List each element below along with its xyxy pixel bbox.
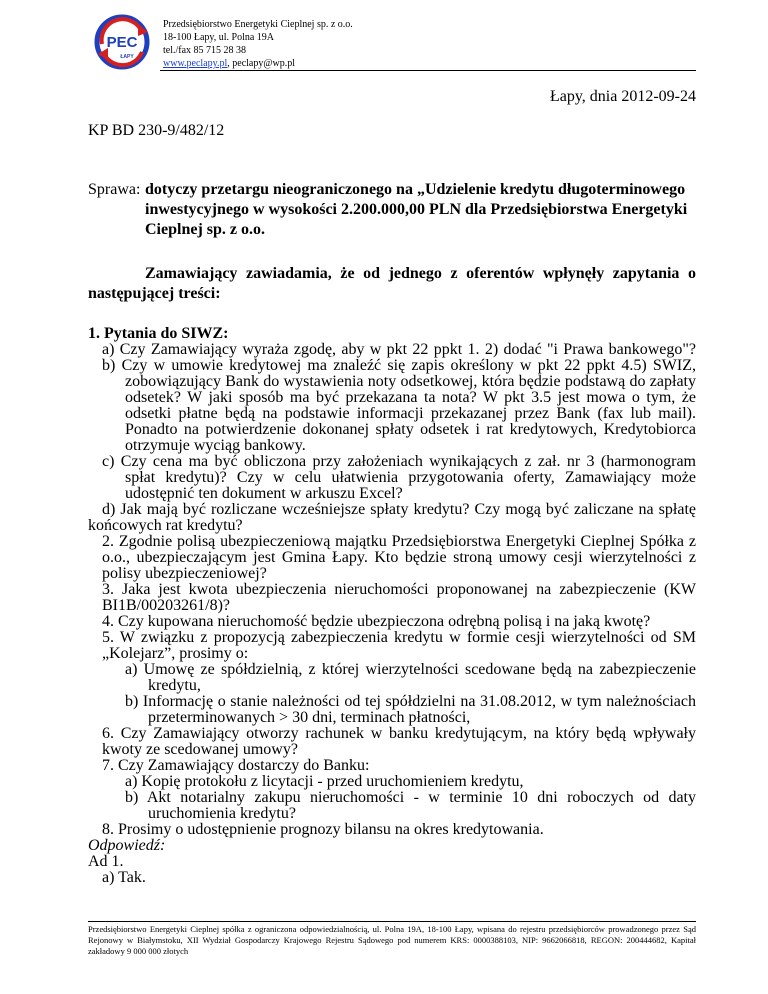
- body-line: a) Czy Zamawiający wyraża zgodę, aby w pkt 22 ppkt 1. 2) dodać "i Prawa bankowego"?: [102, 341, 696, 358]
- body-line: Ad 1.: [88, 853, 124, 870]
- body-line: otrzymuje wyciąg bankowy.: [125, 437, 306, 454]
- body-line: 4. Czy kupowana nieruchomość będzie ubezpieczona odrębną polisą i na jaką kwotę?: [102, 613, 651, 630]
- body-line: „Kolejarz”, prosimy o:: [102, 645, 249, 662]
- body-line: polisy ubezpieczeniowej?: [102, 565, 267, 582]
- intro-line-1: Zamawiający zawiadamia, że od jednego z oferentów wpłynęły zapytania o: [145, 265, 696, 282]
- body-line: b) Informację o stanie należności od tej spółdzielni na 31.08.2012, w tym należnościach: [125, 693, 696, 710]
- footer-divider: [88, 921, 696, 922]
- body-line: a) Tak.: [102, 869, 146, 886]
- body-line: zobowiązujący Bank do wystawienia noty odsetkowej, która będzie podstawą do zapłaty: [125, 373, 696, 390]
- body-line: d) Jak mają być rozliczane wcześniejsze spłaty kredytu? Czy mogą być zaliczane na spłatę: [102, 501, 696, 518]
- reference-number: KP BD 230-9/482/12: [88, 122, 225, 139]
- body-line: końcowych rat kredytu?: [88, 517, 243, 534]
- body-line: odsetki płatne będą na podstawie informacji przekazanej przez Bank (fax lub mail).: [125, 405, 696, 422]
- footer-text: Przedsiębiorstwo Energetyki Cieplnej spółka z ograniczona odpowiedzialnością, ul. Polna 19A, 18-100 Łapy, wpisana do rejestru przedsiębiorców prowadzonego przez Sąd Rejonowy w Białymstoku, XII Wydział Gospodarczy Krajowego Rejestru Sądowego pod numerem KRS: 0000388103, NIP: 9662066818, REGON: 200444682, Kapitał zakładowy 9 000 000 złotych: [88, 924, 696, 956]
- body-line: 8. Prosimy o udostępnienie prognozy bilansu na okres kredytowania.: [102, 821, 544, 838]
- website-link[interactable]: www.peclapy.pl: [163, 58, 228, 69]
- body-line: a) Kopię protokołu z licytacji - przed uruchomieniem kredytu,: [125, 773, 524, 790]
- body-line: 3. Jaka jest kwota ubezpieczenia nieruchomości proponowanej na zabezpieczenie (KW: [102, 581, 696, 598]
- body-line: Ponadto na potwierdzenie dokonanej spłaty odsetek i rat kredytowych, Kredytobiorca: [125, 421, 696, 438]
- body-line: 7. Czy Zamawiający dostarczy do Banku:: [102, 757, 370, 774]
- body-line: 5. W związku z propozycją zabezpieczenia kredytu w formie cesji wierzytelności od SM: [102, 629, 696, 646]
- svg-text:PEC: PEC: [106, 34, 138, 51]
- company-logo: [94, 14, 156, 70]
- subject-line-1: dotyczy przetargu nieograniczonego na „Udzielenie kredytu długoterminowego: [145, 181, 686, 198]
- company-contact: [163, 57, 295, 70]
- company-phone: tel./fax 85 715 28 38: [163, 45, 247, 56]
- body-line: uruchomienia kredytu?: [148, 805, 296, 822]
- body-line: przeterminowanych > 30 dni, terminach płatności,: [148, 709, 471, 726]
- body-line: b) Akt notarialny zakupu nieruchomości - w terminie 10 dni roboczych od daty: [125, 789, 696, 806]
- header-divider: [160, 70, 696, 71]
- body-line: udostępnić ten dokument w arkuszu Excel?: [125, 485, 403, 502]
- body-line: 2. Zgodnie polisą ubezpieczeniową majątku Przedsiębiorstwa Energetyki Cieplnej Spółka z: [102, 533, 696, 550]
- body-line: kwoty ze scedowanej umowy?: [102, 741, 298, 758]
- body-line: a) Umowę ze spółdzielnią, z której wierzytelności scedowane będą na zabezpieczenie: [125, 661, 696, 678]
- body-line: kredytu,: [148, 677, 201, 694]
- company-address: 18-100 Łapy, ul. Polna 19A: [163, 32, 275, 43]
- body-line: b) Czy w umowie kredytowej ma znaleźć się zapis określony w pkt 22 ppkt 4.5) SWIZ,: [102, 357, 696, 374]
- body-line: Odpowiedź:: [88, 837, 166, 854]
- body-line: 1. Pytania do SIWZ:: [88, 325, 229, 342]
- subject-label: Sprawa:: [88, 181, 141, 198]
- place-date: Łapy, dnia 2012-09-24: [549, 88, 696, 105]
- email-text: , peclapy@wp.pl: [227, 58, 296, 69]
- body-line: o.o., ubezpieczającym jest Gmina Łapy. Kto będzie stroną umowy cesji wierzytelności z: [102, 549, 696, 566]
- svg-text:ŁAPY: ŁAPY: [120, 54, 134, 60]
- body-line: 6. Czy Zamawiający otworzy rachunek w banku kredytującym, na który będą wpływały: [102, 725, 696, 742]
- body-line: c) Czy cena ma być obliczona przy założeniach wynikających z zał. nr 3 (harmonogram: [102, 453, 696, 470]
- subject-line-2: inwestycyjnego w wysokości 2.200.000,00 PLN dla Przedsiębiorstwa Energetyki: [145, 201, 688, 218]
- company-name: Przedsiębiorstwo Energetyki Cieplnej sp. z o.o.: [163, 19, 353, 30]
- body-line: odsetek? W jaki sposób ma być przekazana ta nota? W pkt 3.5 jest mowa o tym, że: [125, 389, 696, 406]
- body-line: spłat kredytu)? Czy w celu ułatwienia przygotowania oferty, Zamawiający może: [125, 469, 696, 486]
- body-line: BI1B/00203261/8)?: [102, 597, 230, 614]
- intro-line-2: następującej treści:: [88, 285, 221, 302]
- subject-line-3: Cieplnej sp. z o.o.: [145, 221, 265, 238]
